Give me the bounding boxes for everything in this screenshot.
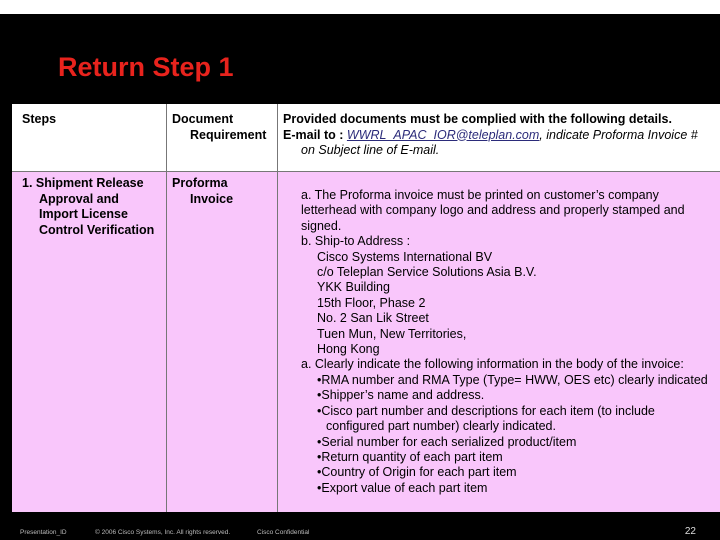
row-doc-cell (167, 172, 277, 512)
address-line: Hong Kong (317, 342, 380, 357)
address-line: 15th Floor, Phase 2 (317, 295, 426, 310)
header-details-line1: Provided documents must be complied with the following details. (283, 112, 672, 126)
table-divider-2 (277, 104, 278, 512)
page-number: 22 (684, 526, 696, 537)
email-rest: , indicate Proforma Invoice # (539, 127, 698, 142)
header-steps-label: Steps (22, 112, 57, 126)
detail-c-label: a. Clearly indicate the following information in the body of the invoice: (301, 357, 684, 372)
requirements-table (12, 104, 720, 512)
footer-presentation-id: Presentation_ID (20, 529, 67, 536)
footer-confidential: Cisco Confidential (257, 529, 310, 536)
email-label: E-mail to : (283, 127, 347, 142)
header-document-line1: Document (172, 112, 234, 126)
header-details (283, 112, 718, 159)
top-white-bar (0, 0, 720, 14)
table-divider-1 (166, 104, 167, 512)
invoice-bullet: •Shipper’s name and address. (317, 388, 485, 403)
detail-a-line3: signed. (301, 218, 342, 233)
invoice-bullet: •RMA number and RMA Type (Type= HWW, OES etc) clearly indicated (317, 372, 708, 387)
email-link[interactable]: WWRL_APAC_IOR@teleplan.com (346, 127, 540, 142)
doc-line2: Invoice (190, 191, 234, 206)
header-document (172, 112, 277, 143)
address-line: Tuen Mun, New Territories, (317, 326, 467, 341)
address-line: No. 2 San Lik Street (317, 311, 429, 326)
header-steps (22, 112, 162, 128)
invoice-bullet: •Cisco part number and descriptions for each item (to include configured part number) clearly indicated. (317, 403, 655, 434)
address-line: Cisco Systems International BV (317, 249, 493, 264)
slide-title: Return Step 1 (58, 52, 234, 82)
detail-b-label: b. Ship-to Address : (301, 234, 411, 249)
doc-line1: Proforma (172, 176, 228, 190)
header-details-line3: on Subject line of E-mail. (301, 143, 440, 157)
footer-copyright: © 2006 Cisco Systems, Inc. All rights reserved. (95, 529, 231, 536)
step-line4: Control Verification (39, 222, 155, 237)
step-line3: Import License (39, 207, 128, 221)
table-header-rule (12, 171, 720, 172)
invoice-bullet: •Export value of each part item (317, 480, 488, 495)
header-details-line2 (283, 128, 718, 144)
detail-a-line1: a. The Proforma invoice must be printed on customer’s company (301, 188, 659, 202)
detail-a-line2: letterhead with company logo and address and properly stamped and (301, 203, 685, 218)
address-line: YKK Building (317, 280, 390, 295)
step-line2: Approval and (39, 191, 119, 206)
invoice-bullet: •Serial number for each serialized product/item (317, 434, 577, 449)
row-details-cell (278, 172, 720, 512)
invoice-bullet: •Country of Origin for each part item (317, 465, 517, 480)
header-document-line2: Requirement (190, 127, 267, 142)
step-line1: 1. Shipment Release (22, 176, 144, 190)
row-step-cell (12, 172, 166, 512)
invoice-bullet: •Return quantity of each part item (317, 449, 503, 464)
address-line: c/o Teleplan Service Solutions Asia B.V. (317, 265, 537, 280)
